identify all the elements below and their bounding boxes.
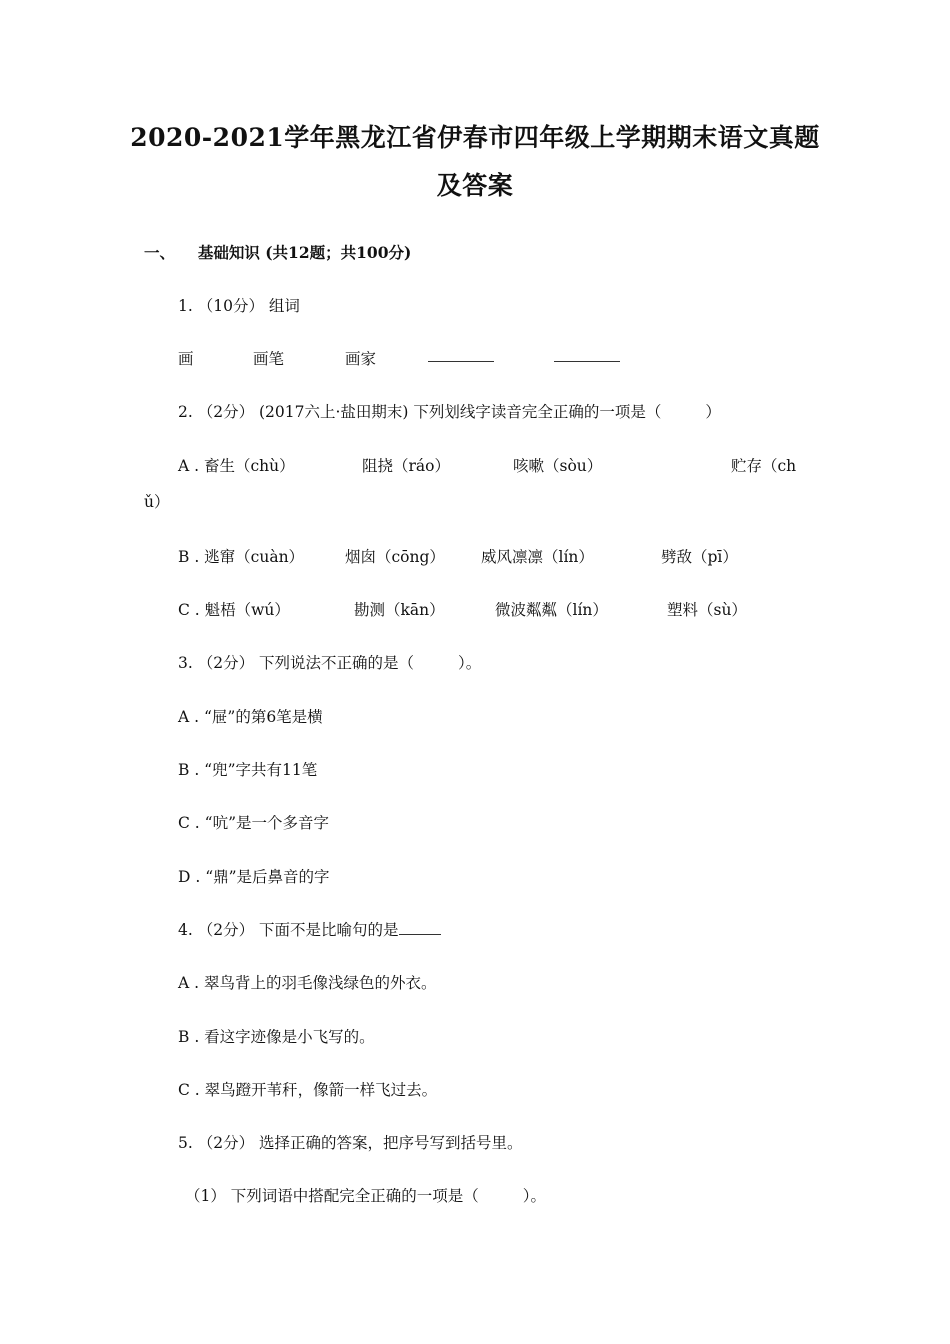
section-label: 基础知识 (共12题；共100分) [197,243,412,262]
word-1: 画 [178,350,194,368]
question-5-stem: 5. （2分） 选择正确的答案，把序号写到括号里。 [178,1134,523,1152]
question-4-option-c: C . 翠鸟蹬开苇秆，像箭一样飞过去。 [178,1081,438,1099]
question-4-option-b: B . 看这字迹像是小飞写的。 [178,1028,375,1046]
question-3-option-a: A . “屉”的第6笔是横 [178,708,323,726]
question-2-option-a-3: 咳嗽（sòu） [513,457,603,475]
question-2-option-b-4: 劈敌（pī） [661,548,738,566]
answer-blank-1[interactable] [428,347,494,366]
question-2-text: 2. （2分） (2017六上·盐田期末) 下列划线字读音完全正确的一项是（ [178,403,662,421]
document-title-line-2: 及答案 [436,171,514,200]
question-4-stem [178,918,441,940]
question-3-text: 3. （2分） 下列说法不正确的是（ [178,654,415,672]
question-2-option-a-4: 贮存（ch [731,457,797,475]
question-2-option-c-1: C . 魁梧（wú） [178,601,290,619]
question-1-words [178,347,194,369]
question-2-option-c-2: 勘测（kān） [354,601,445,619]
word-2: 画笔 [253,350,285,368]
word-3: 画家 [345,350,377,368]
question-5-sub-1-text: （1） 下列词语中搭配完全正确的一项是（ [185,1187,479,1205]
section-heading [144,241,411,263]
question-2-option-b-2: 烟囱（cōng） [345,548,445,566]
section-number: 一、 [144,243,176,262]
question-2-option-a-1: A . 畜生（chù） [178,457,295,475]
question-5-sub-1-paren-end: ）。 [522,1187,547,1205]
answer-blank[interactable] [399,920,441,935]
question-2-option-b-3: 威风凛凛（lín） [481,548,594,566]
question-2-stem [178,400,721,422]
question-2-option-c-3: 微波粼粼（lín） [495,601,608,619]
document-title-line-1: 2020-2021学年黑龙江省伊春市四年级上学期期末语文真题 [130,123,820,152]
question-2-option-a-2: 阻挠（ráo） [362,457,450,475]
question-2-paren-end: ） [705,403,721,421]
question-3-option-b: B . “兜”字共有11笔 [178,761,318,779]
question-3-stem [178,651,481,673]
question-3-option-d: D . “鼎”是后鼻音的字 [178,868,330,886]
answer-blank-2[interactable] [554,347,620,366]
question-5-sub-1 [185,1184,546,1206]
question-4-option-a: A . 翠鸟背上的羽毛像浅绿色的外衣。 [178,974,437,992]
question-4-text: 4. （2分） 下面不是比喻句的是 [178,921,399,939]
question-3-option-c: C . “吭”是一个多音字 [178,814,329,832]
question-2-option-c-4: 塑料（sù） [667,601,747,619]
question-3-paren-end: ）。 [458,654,482,672]
question-1-stem: 1. （10分） 组词 [178,297,300,315]
question-2-option-a-wrap: ǔ） [144,493,170,511]
question-2-option-b-1: B . 逃窜（cuàn） [178,548,305,566]
